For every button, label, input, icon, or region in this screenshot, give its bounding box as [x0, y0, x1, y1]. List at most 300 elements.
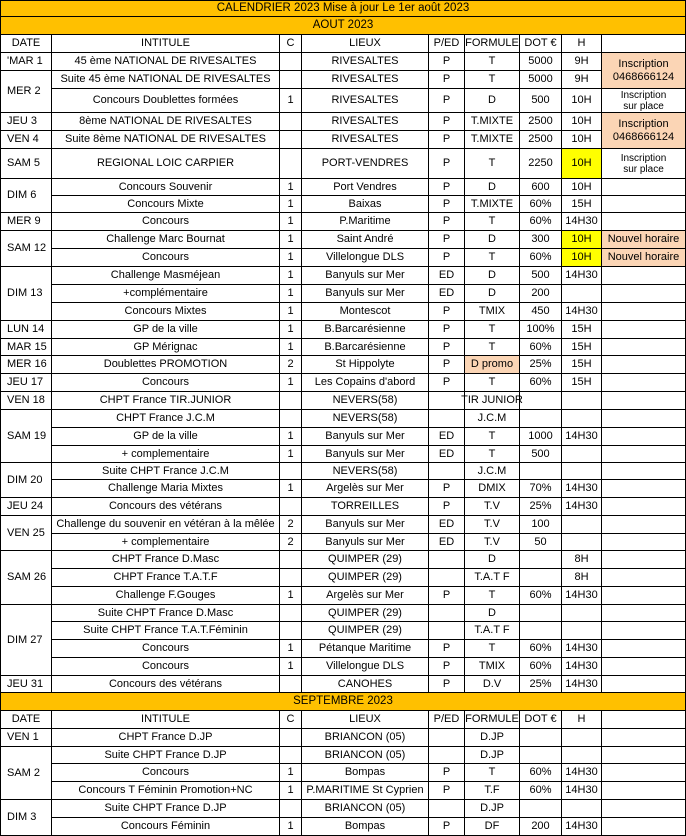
event-formule: TMIX — [465, 658, 520, 676]
event-title: CHPT France D.JP — [52, 729, 280, 747]
column-header-intitule: INTITULE — [52, 35, 280, 53]
event-dotation: 60% — [520, 658, 562, 676]
event-ped: P — [429, 658, 465, 676]
inscription-phone: 0468666124 — [612, 70, 675, 83]
event-formule: T — [465, 149, 520, 179]
event-location: Bompas — [302, 764, 429, 782]
event-dotation: 60% — [520, 374, 562, 392]
note-cell — [602, 374, 686, 392]
event-formule: T — [465, 339, 520, 356]
event-title: Concours des vétérans — [52, 676, 280, 693]
event-dotation — [520, 392, 562, 410]
event-formule: T — [465, 71, 520, 89]
note-cell — [602, 285, 686, 303]
event-dotation: 60% — [520, 196, 562, 213]
event-dotation: 60% — [520, 213, 562, 231]
event-ped: P — [429, 71, 465, 89]
event-category: 1 — [280, 285, 302, 303]
event-dotation: 300 — [520, 231, 562, 249]
inscription-place-note — [602, 149, 686, 179]
note-cell — [602, 410, 686, 428]
event-title: Concours T Féminin Promotion+NC — [52, 782, 280, 800]
event-title: Suite CHPT France T.A.T.Féminin — [52, 622, 280, 640]
event-hour — [562, 516, 602, 534]
event-location: Banyuls sur Mer — [302, 428, 429, 446]
event-formule: D.JP — [465, 800, 520, 818]
event-ped — [429, 551, 465, 569]
event-hour: 10H — [562, 149, 602, 179]
day-label: MER 2 — [0, 71, 52, 113]
note-cell — [602, 658, 686, 676]
event-title: CHPT France TIR.JUNIOR — [52, 392, 280, 410]
event-category: 1 — [280, 321, 302, 339]
event-hour — [562, 605, 602, 622]
event-ped: P — [429, 213, 465, 231]
day-label: MAR 15 — [0, 339, 52, 356]
event-hour: 15H — [562, 196, 602, 213]
event-hour: 8H — [562, 569, 602, 587]
event-formule: T — [465, 428, 520, 446]
event-title: Concours Féminin — [52, 818, 280, 836]
event-title: Suite CHPT France D.Masc — [52, 605, 280, 622]
event-category: 1 — [280, 480, 302, 498]
day-label: DIM 27 — [0, 605, 52, 676]
event-location: QUIMPER (29) — [302, 622, 429, 640]
day-label: VEN 4 — [0, 131, 52, 149]
event-formule: DMIX — [465, 480, 520, 498]
inscription-phone: 0468666124 — [612, 130, 675, 143]
new-schedule-note: Nouvel horaire — [602, 231, 686, 249]
event-title: Concours — [52, 764, 280, 782]
event-title: Concours — [52, 213, 280, 231]
event-formule: D.JP — [465, 729, 520, 747]
event-location: P.MARITIME St Cyprien — [302, 782, 429, 800]
note-cell — [602, 676, 686, 693]
inscription-label: Inscription — [618, 118, 669, 131]
event-formule: T.F — [465, 782, 520, 800]
event-hour: 14H30 — [562, 213, 602, 231]
event-hour: 14H30 — [562, 764, 602, 782]
event-location: RIVESALTES — [302, 131, 429, 149]
event-dotation — [520, 569, 562, 587]
event-location: RIVESALTES — [302, 71, 429, 89]
event-title: Suite CHPT France D.JP — [52, 800, 280, 818]
event-title: Concours Mixtes — [52, 303, 280, 321]
event-category — [280, 605, 302, 622]
day-label: SAM 12 — [0, 231, 52, 267]
event-location: Banyuls sur Mer — [302, 446, 429, 463]
event-location: Port Vendres — [302, 179, 429, 196]
event-hour — [562, 747, 602, 764]
note-cell — [602, 516, 686, 534]
event-title: Concours — [52, 640, 280, 658]
event-hour: 15H — [562, 339, 602, 356]
event-location: RIVESALTES — [302, 113, 429, 131]
event-hour — [562, 729, 602, 747]
note-cell — [602, 569, 686, 587]
event-location: NEVERS(58) — [302, 410, 429, 428]
event-ped: P — [429, 480, 465, 498]
event-ped: P — [429, 231, 465, 249]
event-category: 1 — [280, 428, 302, 446]
event-ped: ED — [429, 534, 465, 551]
event-dotation: 200 — [520, 818, 562, 836]
event-ped: ED — [429, 267, 465, 285]
inscription-place: sur place — [623, 163, 664, 175]
event-hour: 14H30 — [562, 640, 602, 658]
event-title: + complementaire — [52, 446, 280, 463]
event-location: Pétanque Maritime — [302, 640, 429, 658]
event-hour: 14H30 — [562, 658, 602, 676]
event-category — [280, 498, 302, 516]
event-hour — [562, 446, 602, 463]
event-title: 8ème NATIONAL DE RIVESALTES — [52, 113, 280, 131]
note-cell — [602, 356, 686, 374]
event-hour: 8H — [562, 551, 602, 569]
event-title: CHPT France D.Masc — [52, 551, 280, 569]
event-formule: T — [465, 53, 520, 71]
event-ped: P — [429, 53, 465, 71]
event-hour — [562, 285, 602, 303]
event-ped: P — [429, 764, 465, 782]
day-label: MER 9 — [0, 213, 52, 231]
event-hour — [562, 622, 602, 640]
event-dotation: 100% — [520, 321, 562, 339]
event-ped: P — [429, 498, 465, 516]
inscription-label: Inscription — [620, 89, 667, 101]
event-formule: T.V — [465, 498, 520, 516]
event-dotation — [520, 463, 562, 480]
event-title: Challenge Masméjean — [52, 267, 280, 285]
event-formule: T.V — [465, 516, 520, 534]
event-hour: 10H — [562, 231, 602, 249]
event-hour: 15H — [562, 374, 602, 392]
day-label: SAM 19 — [0, 410, 52, 463]
event-category — [280, 463, 302, 480]
event-hour: 14H30 — [562, 587, 602, 605]
event-formule: D — [465, 267, 520, 285]
event-dotation: 600 — [520, 179, 562, 196]
column-header-formule: FORMULE — [465, 35, 520, 53]
event-category: 1 — [280, 231, 302, 249]
event-category — [280, 71, 302, 89]
event-title: Concours Doublettes formées — [52, 89, 280, 113]
event-formule: T.A.T F — [465, 622, 520, 640]
note-cell — [602, 782, 686, 800]
event-formule: T — [465, 640, 520, 658]
event-formule: D — [465, 551, 520, 569]
event-ped: P — [429, 356, 465, 374]
event-location: Bompas — [302, 818, 429, 836]
event-location: B.Barcarésienne — [302, 321, 429, 339]
event-hour: 15H — [562, 321, 602, 339]
event-location: BRIANCON (05) — [302, 747, 429, 764]
event-dotation: 25% — [520, 498, 562, 516]
event-location: PORT-VENDRES — [302, 149, 429, 179]
event-dotation: 60% — [520, 249, 562, 267]
event-category — [280, 676, 302, 693]
event-ped: P — [429, 249, 465, 267]
column-header-ped: P/ED — [429, 711, 465, 729]
event-formule: T — [465, 764, 520, 782]
event-category — [280, 569, 302, 587]
event-category: 1 — [280, 374, 302, 392]
day-label: DIM 6 — [0, 179, 52, 213]
event-formule: D — [465, 231, 520, 249]
event-location: QUIMPER (29) — [302, 551, 429, 569]
event-dotation: 500 — [520, 446, 562, 463]
day-label: DIM 13 — [0, 267, 52, 321]
event-location: P.Maritime — [302, 213, 429, 231]
event-formule: T.MIXTE — [465, 131, 520, 149]
event-title: GP de la ville — [52, 428, 280, 446]
day-label: SAM 26 — [0, 551, 52, 605]
event-location: Banyuls sur Mer — [302, 285, 429, 303]
event-category — [280, 622, 302, 640]
column-header-formule: FORMULE — [465, 711, 520, 729]
month-header: AOUT 2023 — [0, 17, 686, 35]
event-dotation: 1000 — [520, 428, 562, 446]
event-dotation: 70% — [520, 480, 562, 498]
note-cell — [602, 428, 686, 446]
event-ped — [429, 463, 465, 480]
event-category: 1 — [280, 179, 302, 196]
event-location: Villelongue DLS — [302, 658, 429, 676]
event-ped: P — [429, 179, 465, 196]
note-cell — [602, 267, 686, 285]
column-header-c: C — [280, 711, 302, 729]
event-ped: P — [429, 640, 465, 658]
note-cell — [602, 321, 686, 339]
day-label: JEU 24 — [0, 498, 52, 516]
event-hour — [562, 800, 602, 818]
event-dotation: 450 — [520, 303, 562, 321]
event-title: Challenge Marc Bournat — [52, 231, 280, 249]
event-ped — [429, 569, 465, 587]
event-ped: P — [429, 339, 465, 356]
event-formule: T — [465, 374, 520, 392]
event-dotation — [520, 800, 562, 818]
event-category: 2 — [280, 356, 302, 374]
event-ped — [429, 729, 465, 747]
event-location: CANOHES — [302, 676, 429, 693]
note-cell — [602, 818, 686, 836]
event-category — [280, 113, 302, 131]
event-ped — [429, 392, 465, 410]
event-category: 1 — [280, 818, 302, 836]
event-dotation: 25% — [520, 676, 562, 693]
event-dotation: 60% — [520, 339, 562, 356]
note-cell — [602, 213, 686, 231]
event-formule: J.C.M — [465, 410, 520, 428]
event-ped: P — [429, 782, 465, 800]
event-category: 1 — [280, 267, 302, 285]
column-header-dot: DOT € — [520, 711, 562, 729]
event-category — [280, 131, 302, 149]
event-location: B.Barcarésienne — [302, 339, 429, 356]
event-dotation — [520, 605, 562, 622]
event-title: Challenge F.Gouges — [52, 587, 280, 605]
event-hour — [562, 463, 602, 480]
event-location: Banyuls sur Mer — [302, 267, 429, 285]
month-header: SEPTEMBRE 2023 — [0, 693, 686, 711]
event-title: Suite 8ème NATIONAL DE RIVESALTES — [52, 131, 280, 149]
event-formule: D — [465, 605, 520, 622]
event-category — [280, 729, 302, 747]
event-formule: T.MIXTE — [465, 196, 520, 213]
event-dotation — [520, 410, 562, 428]
event-category: 1 — [280, 303, 302, 321]
event-hour: 15H — [562, 356, 602, 374]
note-cell — [602, 339, 686, 356]
event-location: BRIANCON (05) — [302, 800, 429, 818]
day-label: MER 16 — [0, 356, 52, 374]
event-hour: 14H30 — [562, 782, 602, 800]
event-category — [280, 410, 302, 428]
event-location: QUIMPER (29) — [302, 569, 429, 587]
event-title: REGIONAL LOIC CARPIER — [52, 149, 280, 179]
day-label: JEU 31 — [0, 676, 52, 693]
event-ped: P — [429, 89, 465, 113]
event-formule: DF — [465, 818, 520, 836]
day-label: VEN 1 — [0, 729, 52, 747]
column-header-intitule: INTITULE — [52, 711, 280, 729]
event-dotation: 60% — [520, 587, 562, 605]
event-dotation: 5000 — [520, 71, 562, 89]
event-category — [280, 149, 302, 179]
event-title: GP Mérignac — [52, 339, 280, 356]
event-location: Banyuls sur Mer — [302, 534, 429, 551]
event-ped — [429, 605, 465, 622]
event-formule: D.V — [465, 676, 520, 693]
note-cell — [602, 480, 686, 498]
event-hour: 9H — [562, 53, 602, 71]
event-location: NEVERS(58) — [302, 392, 429, 410]
event-dotation: 60% — [520, 640, 562, 658]
new-schedule-note: Nouvel horaire — [602, 249, 686, 267]
note-cell — [602, 587, 686, 605]
day-label: DIM 20 — [0, 463, 52, 498]
event-location: BRIANCON (05) — [302, 729, 429, 747]
inscription-phone-note — [602, 53, 686, 89]
note-cell — [602, 747, 686, 764]
column-header-dot: DOT € — [520, 35, 562, 53]
day-label: LUN 14 — [0, 321, 52, 339]
event-category: 1 — [280, 658, 302, 676]
event-category: 2 — [280, 534, 302, 551]
event-hour — [562, 392, 602, 410]
event-dotation: 60% — [520, 782, 562, 800]
inscription-label: Inscription — [618, 58, 669, 71]
event-ped — [429, 747, 465, 764]
column-header-c: C — [280, 35, 302, 53]
event-ped: P — [429, 374, 465, 392]
inscription-label: Inscription — [620, 152, 667, 164]
day-label: SAM 2 — [0, 747, 52, 800]
event-title: Concours des vétérans — [52, 498, 280, 516]
day-label: VEN 18 — [0, 392, 52, 410]
event-formule: D — [465, 179, 520, 196]
event-hour: 14H30 — [562, 498, 602, 516]
event-location: Argelès sur Mer — [302, 587, 429, 605]
event-title: Concours — [52, 658, 280, 676]
event-category: 1 — [280, 782, 302, 800]
event-formule: T — [465, 321, 520, 339]
event-title: +complémentaire — [52, 285, 280, 303]
note-cell — [602, 640, 686, 658]
event-dotation — [520, 729, 562, 747]
event-formule: T.A.T F — [465, 569, 520, 587]
event-ped: P — [429, 196, 465, 213]
event-hour: 10H — [562, 89, 602, 113]
event-category: 1 — [280, 89, 302, 113]
event-title: 45 ème NATIONAL DE RIVESALTES — [52, 53, 280, 71]
day-label: JEU 3 — [0, 113, 52, 131]
event-location: Argelès sur Mer — [302, 480, 429, 498]
event-ped — [429, 800, 465, 818]
column-header-h: H — [562, 35, 602, 53]
event-category: 1 — [280, 249, 302, 267]
event-location: Saint André — [302, 231, 429, 249]
event-formule: TMIX — [465, 303, 520, 321]
event-hour: 9H — [562, 71, 602, 89]
day-label: DIM 3 — [0, 800, 52, 836]
column-header-ped: P/ED — [429, 35, 465, 53]
inscription-place-note — [602, 89, 686, 113]
event-title: Suite 45 ème NATIONAL DE RIVESALTES — [52, 71, 280, 89]
event-category — [280, 53, 302, 71]
event-category — [280, 551, 302, 569]
event-formule: D — [465, 89, 520, 113]
event-dotation: 500 — [520, 267, 562, 285]
event-ped: ED — [429, 446, 465, 463]
event-hour: 14H30 — [562, 267, 602, 285]
column-header-lieux: LIEUX — [302, 711, 429, 729]
event-hour: 14H30 — [562, 303, 602, 321]
event-ped: ED — [429, 285, 465, 303]
event-dotation: 2500 — [520, 131, 562, 149]
event-category: 2 — [280, 516, 302, 534]
note-cell — [602, 729, 686, 747]
event-title: Concours — [52, 374, 280, 392]
event-location: TORREILLES — [302, 498, 429, 516]
event-title: Concours — [52, 249, 280, 267]
event-hour — [562, 410, 602, 428]
note-cell — [602, 498, 686, 516]
note-cell — [602, 764, 686, 782]
event-location: RIVESALTES — [302, 53, 429, 71]
event-ped: P — [429, 303, 465, 321]
note-cell — [602, 800, 686, 818]
event-formule: T — [465, 249, 520, 267]
note-cell — [602, 622, 686, 640]
note-header — [602, 711, 686, 729]
event-title: Suite CHPT France D.JP — [52, 747, 280, 764]
event-dotation: 200 — [520, 285, 562, 303]
event-location: Banyuls sur Mer — [302, 516, 429, 534]
event-category: 1 — [280, 764, 302, 782]
event-ped: P — [429, 149, 465, 179]
event-location: Baixas — [302, 196, 429, 213]
event-dotation — [520, 622, 562, 640]
event-ped — [429, 410, 465, 428]
event-location: QUIMPER (29) — [302, 605, 429, 622]
event-ped: P — [429, 113, 465, 131]
note-cell — [602, 446, 686, 463]
event-category — [280, 747, 302, 764]
event-hour: 14H30 — [562, 818, 602, 836]
event-title: Concours Mixte — [52, 196, 280, 213]
